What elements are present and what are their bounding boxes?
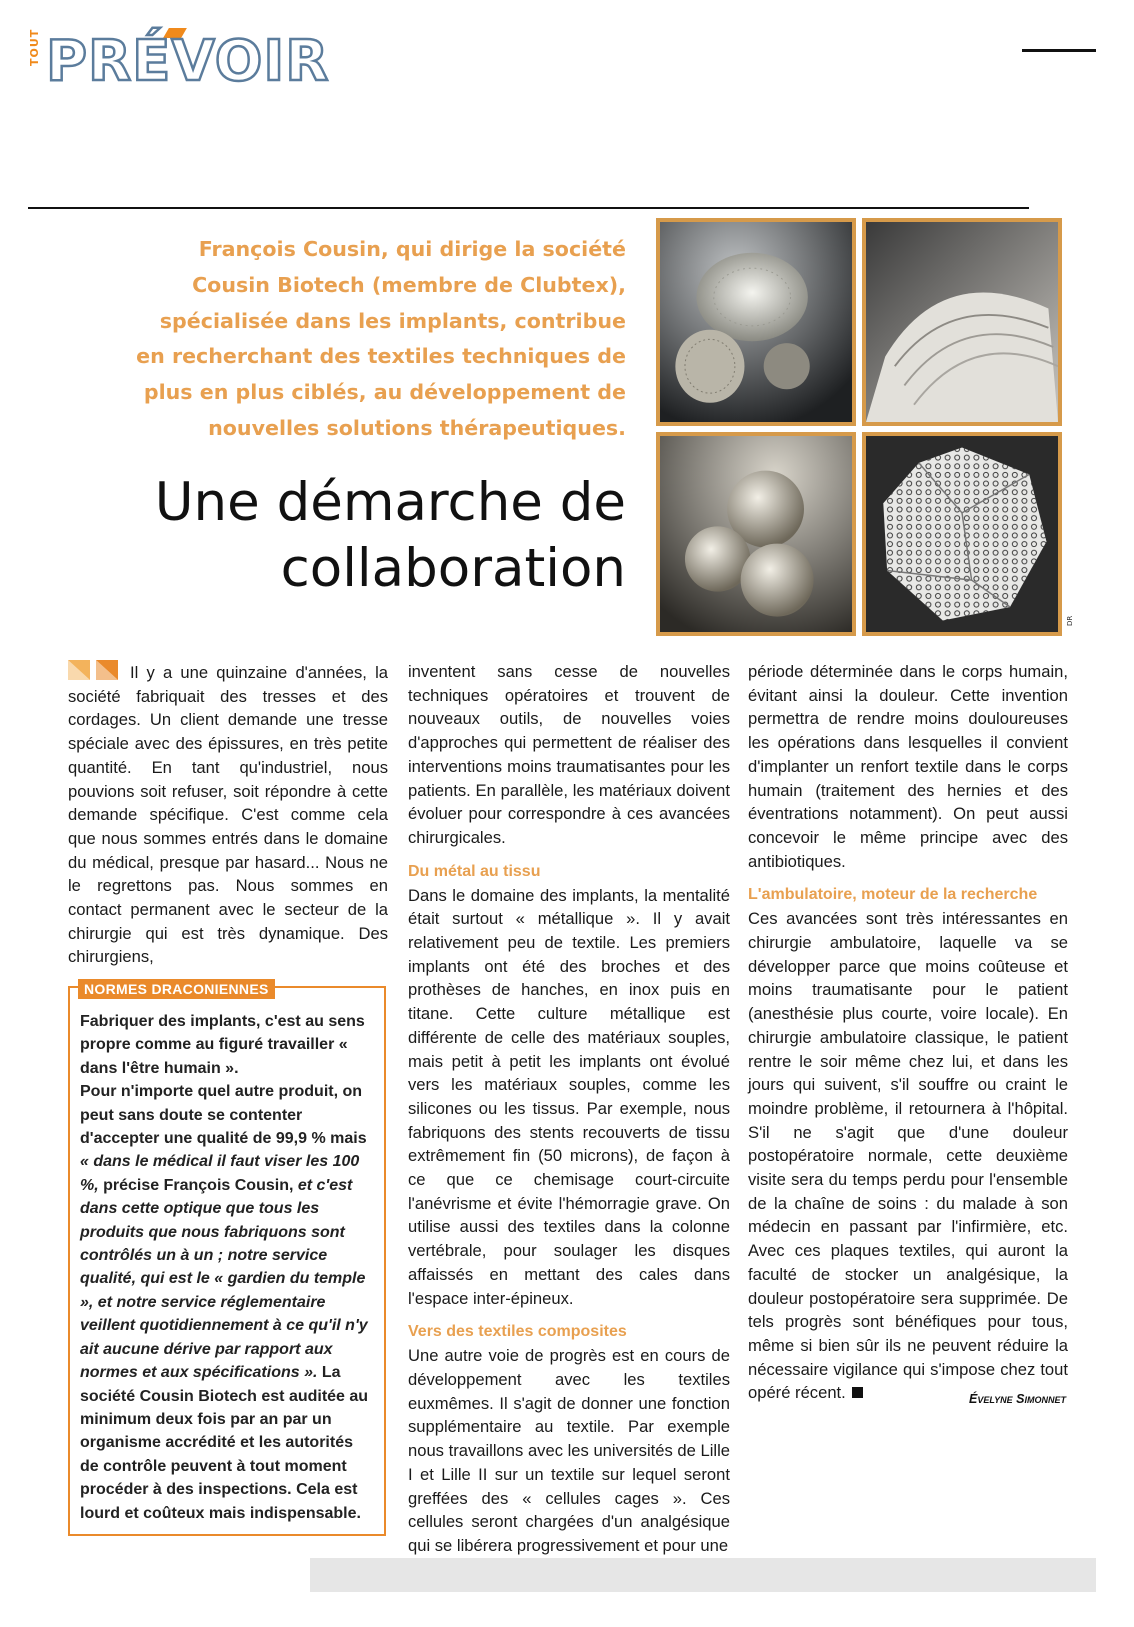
paragraph: inventent sans cesse de nouvelles techniques opératoires et trouvent de nouveaux outils, de nouvelles voies d'approches qui permettent de réaliser des interventions moins traumatisantes pour les patients. En parallèle, les matériaux doivent évoluer pour correspondre à ces avancées chirurgicales. — [408, 662, 730, 847]
paragraph: Une autre voie de progrès est en cours de développement avec les textiles euxmêmes. Il s'agit de donner une fonction supplémentaire au textile. Par exemple nous travaillons avec les universités de Lille I et Lille II sur un textile sur lequel seront greffées des « cellules cages ». Ces cellules seront chargées d'un analgésique qui se libérera progressivement et pour une — [408, 1346, 730, 1555]
paragraph — [68, 660, 388, 969]
sidebar-quote: « dans le médical il faut viser les 100 %, — [80, 1153, 360, 1194]
subheading: L'ambulatoire, moteur de la recherche — [748, 886, 1038, 904]
sidebar-tag: NORMES DRACONIENNES — [78, 979, 275, 999]
photo-implant-discs — [656, 218, 856, 426]
title-line-1: Une démarche de — [154, 472, 626, 533]
col3-final-text: Ces avancées sont très intéressantes en chirurgie ambulatoire, laquelle va se développer parce que moins coûteuse et moins traumatisante pour le patient (anesthésie plus courte, voire locale). En chirurgie ambulatoire classique, le patient rentre le soir même chez lui, et dans les jours qui suivent, s'il souffre ou craint le moindre problème, il retournera à l'hôpital. S'il ne s'agit que d'une douleur postopératoire normale, cette deuxième visite sera du temps perdu pour l'ensemble de la chaîne de soins : du malade à son médecin en passant par l'infirmière, etc. Avec ces plaques textiles, qui auront la faculté de stocker un analgésique, la douleur postopératoire sera supprimée. De tels progrès sont bénéfiques pour tous, même si bien sûr ils ne peuvent réduire la nécessaire vigilance qui s'impose chez tout opéré récent. — [748, 909, 1068, 1403]
sidebar-paragraph-2 — [80, 1080, 374, 1525]
lead-arrows-icon — [68, 660, 126, 680]
sidebar-paragraph-1: Fabriquer des implants, c'est au sens propre comme au figuré travailler « dans l'être humain ». — [80, 1013, 365, 1077]
article-column-3 — [748, 660, 1068, 1405]
top-right-rule — [1022, 49, 1096, 52]
subheading: Du métal au tissu — [408, 862, 541, 880]
title-line-2: collaboration — [280, 538, 626, 599]
subheading: Vers des textiles composites — [408, 1323, 627, 1341]
sidebar-text: précise François Cousin, — [103, 1176, 298, 1194]
sidebar-text: Pour n'importe quel autre produit, on peut sans doute se contenter d'accepter une qualité de 99,9 % mais — [80, 1083, 367, 1148]
logo-main-text: PRÉVOIR — [46, 29, 330, 94]
article-column-2 — [408, 660, 730, 1558]
photo-credit: DR — [1066, 615, 1074, 626]
paragraph: Dans le domaine des implants, la mentalité était surtout « métallique ». Il y avait relativement peu de textile. Les premiers implants ont été des broches et des prothèses de hanches, en inox puis en titane. Cette culture métallique est différente de celle des matériaux souples, mais petit à petit les implants ont évolué vers les matériaux souples, comme les silicones ou les tissus. Par exemple, nous fabriquons des stents recouverts de tissu extrêmement fin (50 microns), de façon à ce que ce chemisage court-circuite l'anévrisme et évite l'hémorragie grave. On utilise aussi des textiles dans la colonne vertébrale, pour soulager les disques affaissés en mettant des cales dans l'espace inter-épineux. — [408, 885, 730, 1308]
sidebar-body — [80, 1010, 374, 1525]
article-intro: François Cousin, qui dirige la société Cousin Biotech (membre de Clubtex), spécialisée dans les implants, contribue en recherchant des textiles techniques de plus en plus ciblés, au développement de nouvelles solutions thérapeutiques. — [136, 237, 626, 440]
photo-grid — [656, 218, 1064, 638]
sidebar-quote: et c'est dans cette optique que tous les produits que nous fabriquons sont contrôlés un à un ; notre service qualité, qui est le « gardien du temple », et notre service réglementaire veillent quotidiennement à ce qu'il n'y ait aucune dérive par rapport aux normes et aux spécifications ». — [80, 1176, 368, 1382]
photo-mesh-polyhedron — [862, 432, 1062, 636]
magazine-logo — [28, 26, 330, 98]
col1-paragraph-text: Il y a une quinzaine d'années, la société fabriquait des tresses et des cordages. Un client demande une tresse spéciale avec des épissures, en très petite quantité. En tant qu'industriel, nous pouvions soit refuser, soit répondre à cette demande spécifique. C'est comme cela que nous sommes entrés dans le domaine du médical, presque par hasard... Nous ne le regrettons pas. Nous sommes en contact permanent avec le secteur de la chirurgie qui est très dynamique. Des chirurgiens, — [68, 663, 388, 967]
photo-mesh-spheres — [656, 432, 856, 636]
end-mark-icon — [852, 1387, 863, 1398]
logo-small-text: TOUT — [28, 28, 41, 66]
photo-textile-mesh — [862, 218, 1062, 426]
paragraph — [748, 907, 1068, 1405]
header-divider — [28, 207, 1029, 209]
article-title — [118, 470, 626, 602]
author-signature: Évelyne Simonnet — [969, 1392, 1066, 1406]
paragraph: période déterminée dans le corps humain, évitant ainsi la douleur. Cette invention permettra de rendre moins douloureuses les opérations dans lesquelles il convient d'implanter un renfort textile dans le corps humain (traitement des hernies et des éventrations notamment). On peut aussi concevoir le même principe avec des antibiotiques. — [748, 662, 1068, 871]
article-column-1 — [68, 660, 388, 969]
sidebar-box — [68, 981, 386, 1536]
footer-bar — [310, 1558, 1096, 1592]
sidebar-text: La société Cousin Biotech est auditée au minimum deux fois par an par un organisme accrédité et les autorités de contrôle peuvent à tout moment procéder à des inspections. Cela est lourd et coûteux mais indispensable. — [80, 1364, 369, 1522]
